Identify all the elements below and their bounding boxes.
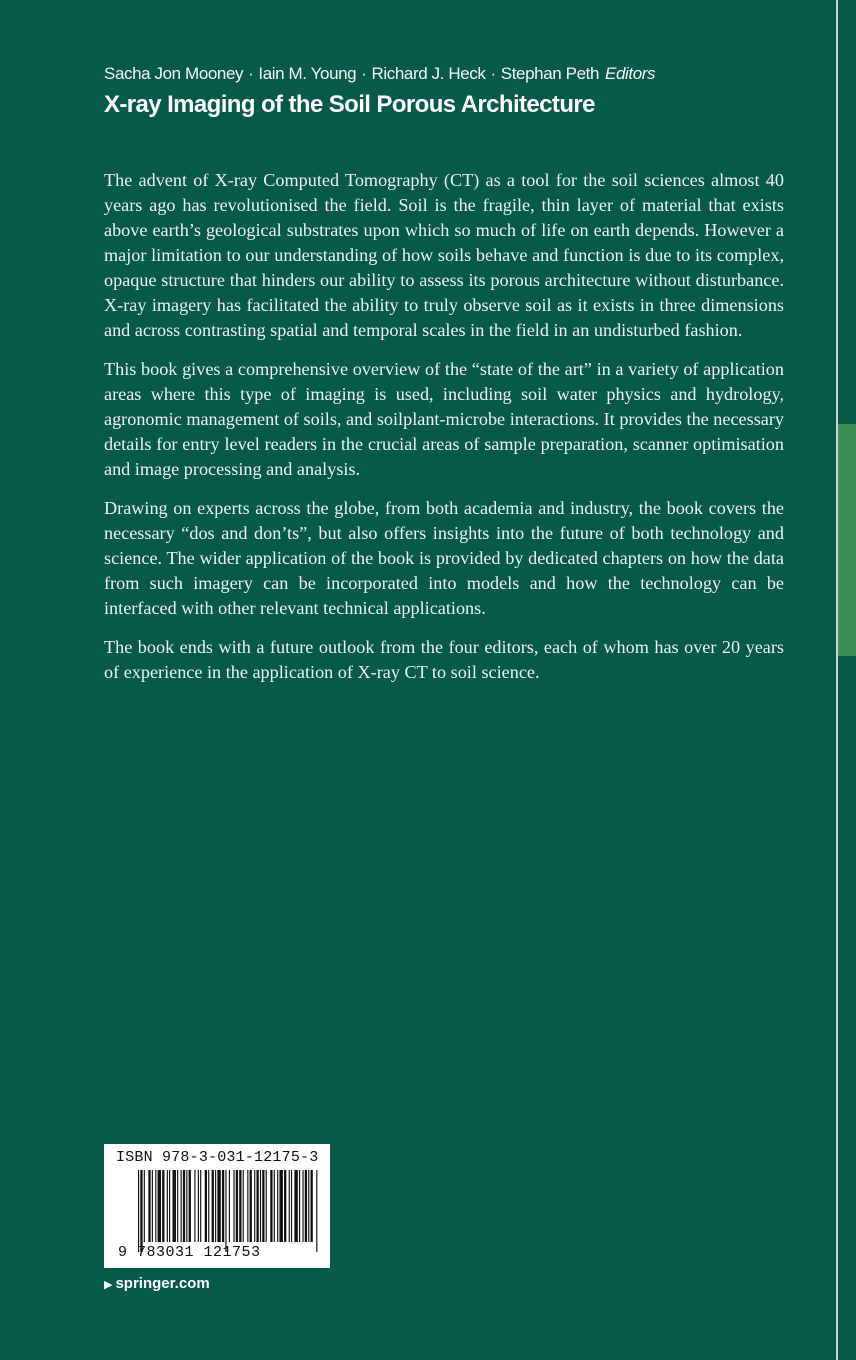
website-link[interactable]: springer.com xyxy=(115,1275,210,1292)
description-paragraph: The advent of X-ray Computed Tomography (CT) as a tool for the soil sciences almost 40 years ago has revolutionised the field. Soil is the fragile, thin layer of material that exists above earth’s geological substrates upon which so much of life on earth depends. However a major limitation to our understanding of how soils behave and function is due to its complex, opaque structure that hinders our ability to assess its porous architecture without disturbance. X-ray imagery has facilitated the ability to truly observe soil as it exists in three dimensions and across contrasting spatial and temporal scales in the field in an undisturbed fashion. xyxy=(104,170,784,340)
editor-name: Richard J. Heck xyxy=(371,64,486,83)
editor-separator: · xyxy=(248,64,254,83)
editor-name: Stephan Peth xyxy=(500,64,599,83)
editor-name: Iain M. Young xyxy=(258,64,357,83)
isbn-label: ISBN 978-3-031-12175-3 xyxy=(116,1149,319,1166)
barcode-panel xyxy=(104,1144,330,1268)
ean-digits: 9 783031 121753 xyxy=(118,1244,261,1261)
book-description xyxy=(104,168,784,699)
description-paragraph: The book ends with a future outlook from the four editors, each of whom has over 20 years of experience in the application of X-ray CT to soil science. xyxy=(104,637,784,682)
editor-separator: · xyxy=(361,64,367,83)
description-paragraph: This book gives a comprehensive overview of the “state of the art” in a variety of application areas where this type of imaging is used, including soil water physics and hydrology, agronomic management of soils, and soilplant-microbe interactions. It provides the necessary details for entry level readers in the crucial areas of sample preparation, scanner optimisation and image processing and analysis. xyxy=(104,359,784,479)
spine-color-tab xyxy=(838,424,856,656)
editors-role: Editors xyxy=(605,64,656,83)
book-title: X-ray Imaging of the Soil Porous Architecture xyxy=(104,91,595,118)
publisher-website xyxy=(104,1275,210,1292)
arrow-right-icon: ▶ xyxy=(104,1279,113,1291)
editors-line xyxy=(104,64,655,84)
spine-edge-line xyxy=(836,0,838,1360)
description-paragraph: Drawing on experts across the globe, from both academia and industry, the book covers the necessary “dos and don’ts”, but also offers insights into the future of both technology and science. The wider application of the book is provided by dedicated chapters on how the data from such imagery can be incorporated into models and how the technology can be interfaced with other relevant technical applications. xyxy=(104,498,784,618)
editor-name: Sacha Jon Mooney xyxy=(104,64,244,83)
editor-separator: · xyxy=(490,64,496,83)
